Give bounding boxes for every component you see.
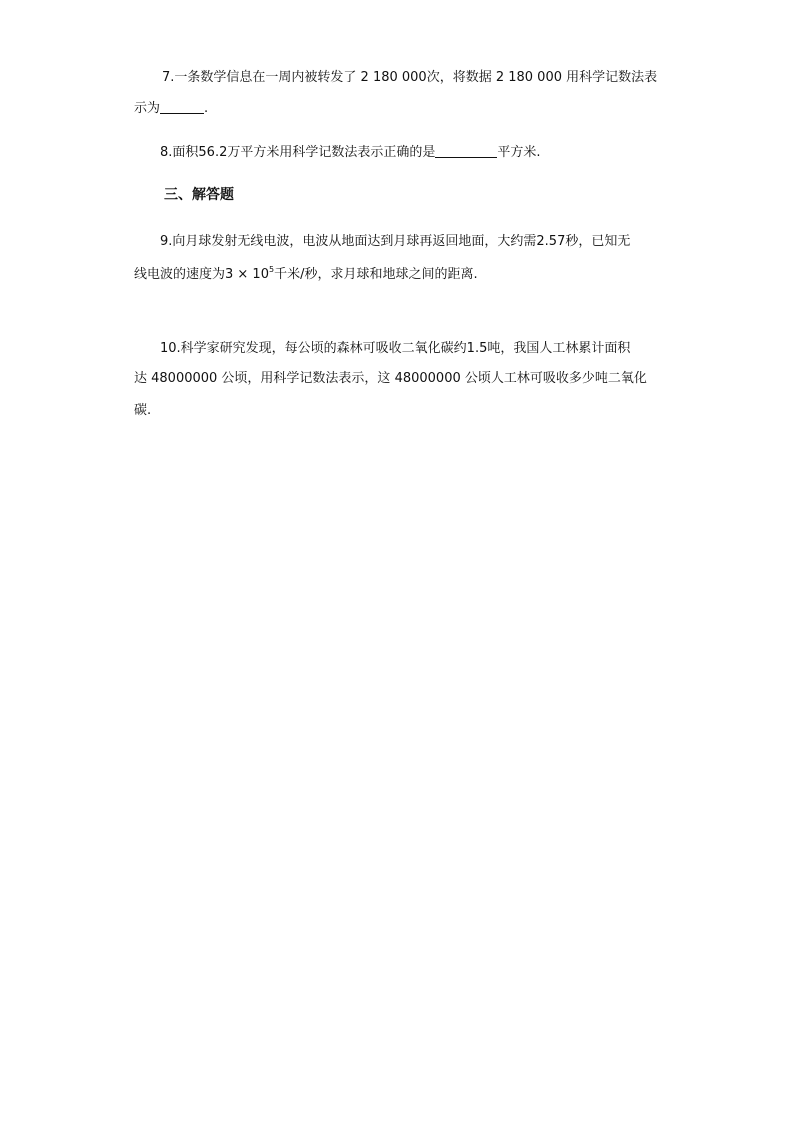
q7-line-2 — [134, 101, 208, 115]
q10-line-1 — [160, 342, 630, 355]
q9-exponent: 5 — [268, 265, 275, 274]
q8-line — [160, 145, 541, 159]
q7-text-1: 7.一条数学信息在一周内被转发了 2 180 000次，将数据 2 180 000 用科学记数法表 — [162, 70, 658, 85]
q10-text-3: 碳. — [134, 403, 152, 418]
section-3-title: 三、解答题 — [164, 187, 234, 203]
q10-line-3 — [134, 404, 151, 417]
q10-text-2: 达 48000000 公顷，用科学记数法表示，这 48000000 公顷人工林可吸收多少吨二氧化 — [134, 371, 647, 386]
q7-answer-blank[interactable] — [160, 101, 204, 114]
q9-line-2 — [134, 266, 478, 281]
q7-text-2b: . — [204, 101, 209, 116]
q9-text-2a: 线电波的速度为3 × 10 — [134, 267, 269, 282]
section-heading-3 — [164, 188, 234, 202]
q7-line-1 — [162, 71, 657, 84]
q8-text-before: 8.面积56.2万平方米用科学记数法表示正确的是 — [160, 145, 436, 160]
q9-text-2b: 千米/秒，求月球和地球之间的距离. — [274, 267, 478, 282]
q7-text-2a: 示为 — [134, 101, 161, 116]
q9-line-1 — [160, 235, 630, 248]
q10-line-2 — [134, 372, 647, 385]
q9-text-1: 9.向月球发射无线电波，电波从地面达到月球再返回地面，大约需2.57秒，已知无 — [160, 234, 631, 249]
q10-text-1: 10.科学家研究发现，每公顷的森林可吸收二氧化碳约1.5吨，我国人工林累计面积 — [160, 341, 631, 356]
q8-text-after: 平方米. — [497, 145, 541, 160]
q8-answer-blank[interactable] — [435, 145, 497, 158]
